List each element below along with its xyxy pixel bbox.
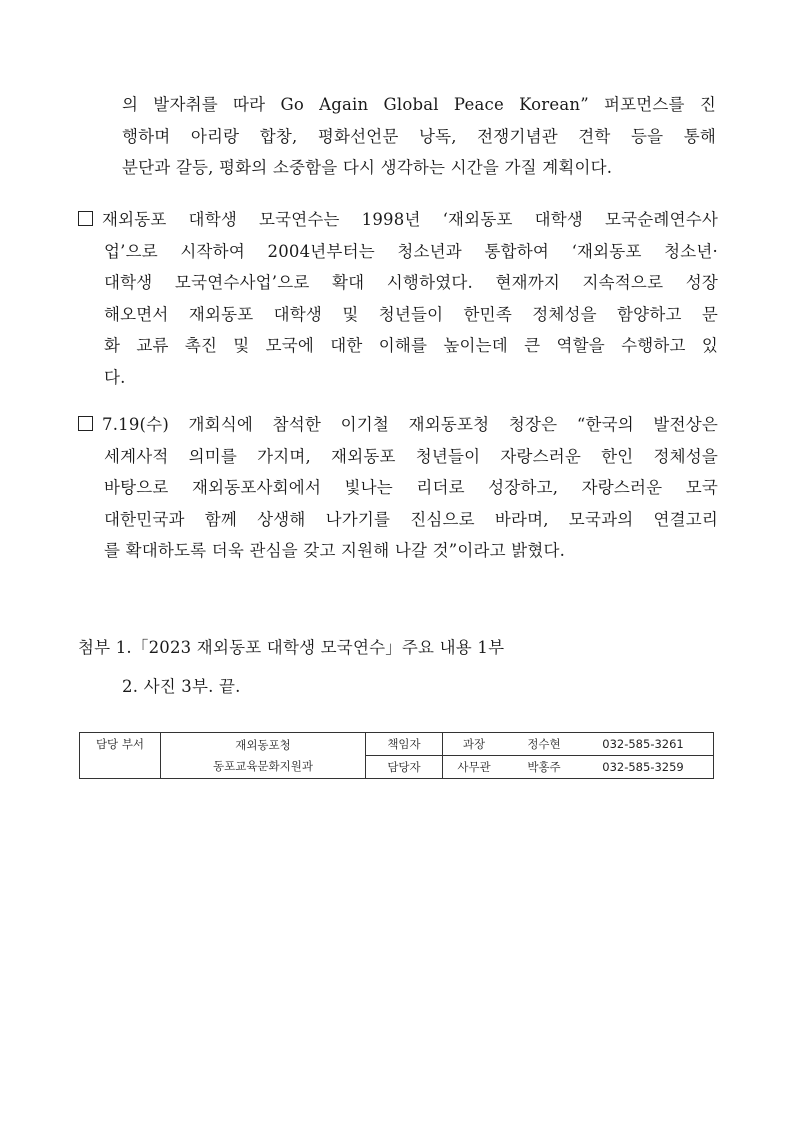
text-line: 세계사적 의미를 가지며, 재외동포 청년들이 자랑스러운 한인 정체성을 (104, 446, 718, 466)
position-text: 사무관 (457, 760, 491, 774)
text-line-content: 재외동포 대학생 모국연수는 1998년 ‘재외동포 대학생 모국순례연수사 (102, 210, 718, 229)
text-line: 분단과 갈등, 평화의 소중함을 다시 생각하는 시간을 가질 계획이다. (122, 158, 613, 177)
position-text: 과장 (462, 737, 486, 751)
paragraph-continuation (122, 89, 716, 184)
text-line: 의 발자취를 따라 Go Again Global Peace Korean” 퍼포먼스를 진 (122, 95, 716, 114)
text-line: 행하며 아리랑 합창, 평화선언문 낭독, 전쟁기념관 견학 등을 통해 (122, 126, 716, 146)
dept-label-cell: 담당 부서 (80, 733, 161, 779)
text-line: 대한민국과 함께 상생해 나가기를 진심으로 바라며, 모국과의 연결고리 (104, 509, 718, 529)
text-line (78, 409, 718, 441)
text-line: 대학생 모국연수사업’으로 확대 시행하였다. 현재까지 지속적으로 성장 (104, 273, 718, 292)
contact-detail-cell (443, 756, 714, 779)
person-name: 정수현 (527, 737, 561, 751)
phone-number: 032-585-3261 (602, 737, 684, 751)
paragraph-opening-ceremony (78, 409, 718, 567)
square-bullet-icon (78, 211, 93, 226)
text-line-content: 7.19(수) 개회식에 참석한 이기철 재외동포청 청장은 “한국의 발전상은 (102, 415, 718, 434)
attachment-item-1: 첨부 1.「2023 재외동포 대학생 모국연수」주요 내용 1부 (78, 638, 505, 657)
text-line: 해오면서 재외동포 대학생 및 청년들이 한민족 정체성을 함양하고 문 (104, 304, 718, 324)
dept-name-line2: 동포교육문화지원과 (213, 758, 313, 773)
attachment-section (78, 628, 504, 706)
text-line: 다. (104, 367, 126, 387)
phone-number: 032-585-3259 (602, 760, 684, 774)
attachment-item-2: 2. 사진 3부. 끝. (122, 677, 241, 696)
text-line: 화 교류 촉진 및 모국에 대한 이해를 높이는데 큰 역할을 수행하고 있 (104, 336, 718, 355)
paragraph-program-history (78, 204, 718, 393)
square-bullet-icon (78, 416, 93, 431)
table-row (80, 733, 714, 756)
contact-detail-cell (443, 733, 714, 756)
person-name: 박홍주 (527, 760, 561, 774)
contact-table (79, 732, 714, 779)
dept-name-cell (161, 733, 366, 779)
text-line: 를 확대하도록 더욱 관심을 갖고 지원해 나갈 것”이라고 밝혔다. (104, 541, 566, 560)
text-line: 바탕으로 재외동포사회에서 빛나는 리더로 성장하고, 자랑스러운 모국 (104, 478, 718, 497)
text-line: 업’으로 시작하여 2004년부터는 청소년과 통합하여 ‘재외동포 청소년· (104, 241, 718, 261)
role-cell: 담당자 (366, 756, 443, 779)
dept-name-line1: 재외동포청 (235, 737, 291, 752)
role-cell: 책임자 (366, 733, 443, 756)
text-line (78, 204, 718, 236)
